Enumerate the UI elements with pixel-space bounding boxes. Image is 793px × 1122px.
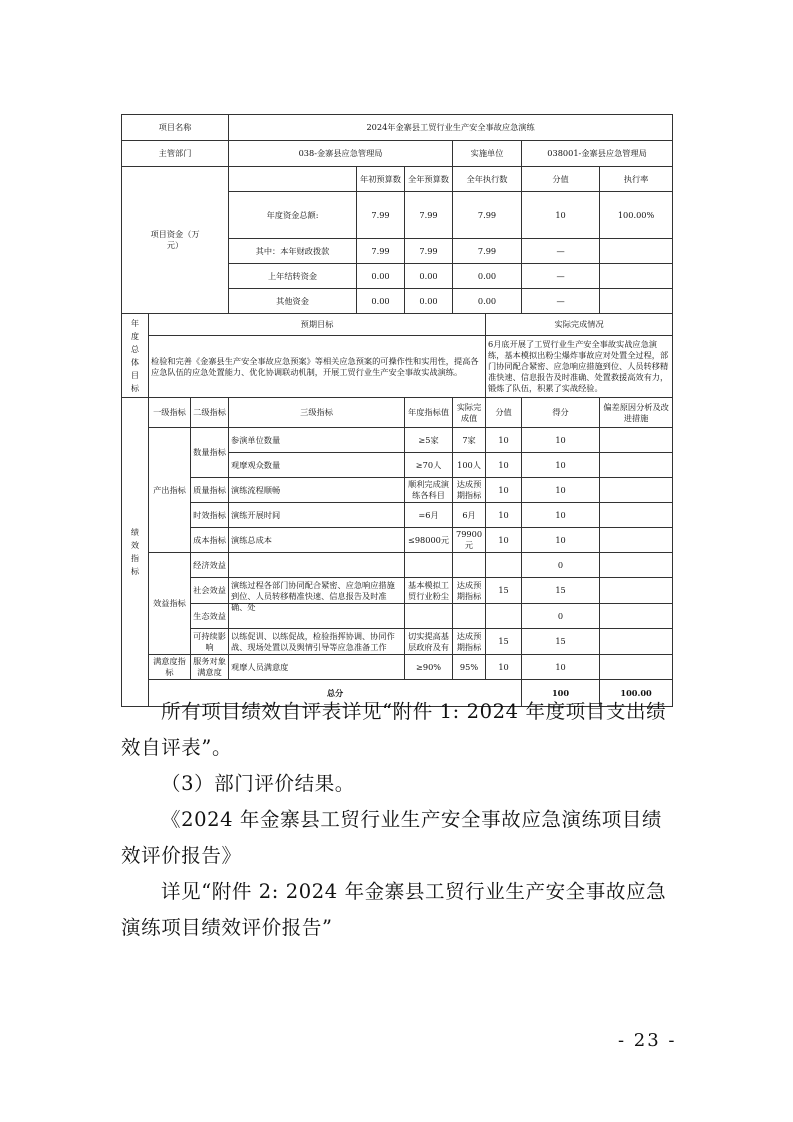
target-cell: =6月	[405, 503, 453, 528]
table-row	[122, 578, 673, 604]
project-name-label: 项目名称	[122, 115, 229, 141]
l3-cell: 观摩观众数量	[229, 453, 405, 478]
fund-cell: —	[522, 289, 600, 314]
fund-cell: 0.00	[405, 264, 453, 289]
perf-label	[122, 398, 149, 707]
total-score: 100	[522, 680, 600, 707]
l3-cell	[229, 629, 405, 655]
fund-label	[122, 167, 229, 314]
l1-benefit: 效益指标	[149, 553, 191, 655]
l2-eco: 生态效益	[191, 604, 229, 629]
actual-text: 6月底开展了工贸行业生产安全事故实战应急演练，基本模拟出粉尘爆炸事故应对处置全过程，部门协同配合紧密、应急响应措施到位、人员转移精准快速、信息报告及时准确、处置救援高效有力，锻炼了队伍，积累了实战经验。	[486, 336, 673, 398]
target-cell	[405, 578, 453, 604]
remark-cell	[600, 553, 673, 578]
target-cell-text: 基本模拟工贸行业粉尘	[408, 579, 449, 601]
target-cell: ≥70人	[405, 453, 453, 478]
project-name-value: 2024年金寨县工贸行业生产安全事故应急演练	[229, 115, 673, 141]
fund-header-3: 全年执行数	[453, 167, 522, 192]
fund-cell: 7.99	[405, 192, 453, 239]
perf-label-text: 绩效指标	[130, 527, 140, 576]
fund-cell: 7.99	[357, 192, 405, 239]
remark-cell	[600, 604, 673, 629]
got-cell: 10	[522, 655, 600, 680]
remark-cell	[600, 503, 673, 528]
table-row	[122, 503, 673, 528]
paragraph-attachment-1: 所有项目绩效自评表详见“附件 1: 2024 年度项目支出绩效自评表”。	[121, 700, 667, 759]
fund-cell: 0.00	[357, 289, 405, 314]
actual-cell: 达成预期指标	[453, 478, 486, 503]
page-number: - 23 -	[618, 1030, 677, 1051]
expected-text: 检验和完善《金寨县生产安全事故应急预案》等相关应急预案的可操作性和实用性，提高各应急队伍的应急处置能力、优化协调联动机制，开展工贸行业生产安全事故实战演练。	[149, 336, 486, 398]
l3-cell	[229, 578, 405, 612]
project-name-row	[122, 115, 673, 141]
score-cell: 15	[486, 629, 522, 655]
table-row	[122, 478, 673, 503]
expected-label: 预期目标	[149, 314, 486, 336]
got-cell: 0	[522, 604, 600, 629]
fund-header-blank	[229, 167, 357, 192]
paragraph-report-title: 《2024 年金寨县工贸行业生产安全事故应急演练项目绩效评价报告》	[121, 808, 663, 867]
actual-cell: 79900元	[453, 528, 486, 553]
remark-cell	[600, 478, 673, 503]
fund-cell: 0.00	[453, 289, 522, 314]
goal-content-row	[122, 336, 673, 398]
remark-cell	[600, 528, 673, 553]
remark-cell	[600, 629, 673, 655]
got-cell: 15	[522, 578, 600, 604]
target-cell: ≤98000元	[405, 528, 453, 553]
l2-time: 时效指标	[191, 503, 229, 528]
l2-economic: 经济效益	[191, 553, 229, 578]
fund-header-2: 全年预算数	[405, 167, 453, 192]
l3-cell: 演练开展时间	[229, 503, 405, 528]
target-cell: ≥90%	[405, 655, 453, 680]
got-cell: 15	[522, 629, 600, 655]
fund-cell: 0.00	[453, 264, 522, 289]
score-cell	[486, 553, 522, 578]
target-cell: 顺利完成演练各科目	[405, 478, 453, 503]
fund-header-1: 年初预算数	[357, 167, 405, 192]
score-cell	[486, 604, 522, 629]
got-cell: 0	[522, 553, 600, 578]
got-cell: 10	[522, 478, 600, 503]
table-row	[122, 428, 673, 453]
actual-cell: 达成预期指标	[453, 629, 486, 655]
score-cell: 10	[486, 528, 522, 553]
l1-satisfaction: 满意度指标	[149, 655, 191, 680]
target-cell-text: 切实提高基层政府及有	[408, 630, 449, 652]
dept-value: 038-金寨县应急管理局	[229, 141, 453, 167]
actual-cell: 达成预期指标	[453, 578, 486, 604]
l2-quantity: 数量指标	[191, 428, 229, 478]
paragraph-attachment-2: 详见“附件 2: 2024 年金寨县工贸行业生产安全事故应急演练项目绩效评价报告”	[121, 880, 667, 939]
score-cell: 10	[486, 655, 522, 680]
fund-row-label: 其他资金	[229, 289, 357, 314]
l2-satisfaction: 服务对象满意度	[191, 655, 229, 680]
impl-label: 实施单位	[453, 141, 522, 167]
perf-header: 偏差原因分析及改进措施	[600, 398, 673, 428]
l1-output: 产出指标	[149, 428, 191, 553]
remark-cell	[600, 428, 673, 453]
goal-label-text: 年度总体目标	[130, 317, 140, 393]
goal-header-row	[122, 314, 673, 336]
got-cell: 10	[522, 428, 600, 453]
perf-header-row	[122, 398, 673, 428]
l2-cost: 成本指标	[191, 528, 229, 553]
score-cell: 10	[486, 478, 522, 503]
goal-label	[122, 314, 149, 398]
fund-cell: 7.99	[453, 239, 522, 264]
l2-social: 社会效益	[191, 578, 229, 604]
fund-header-4: 分值	[522, 167, 600, 192]
actual-cell: 6月	[453, 503, 486, 528]
fund-cell: 7.99	[357, 239, 405, 264]
got-cell: 10	[522, 453, 600, 478]
target-cell	[405, 553, 453, 578]
perf-header: 三级指标	[229, 398, 405, 428]
l3-cell-text: 以练促训、以练促战，检验指挥协调、协同作战、现场处置以及舆情引导等应急准备工作	[231, 630, 395, 652]
l2-sustain: 可持续影响	[191, 629, 229, 655]
actual-cell: 95%	[453, 655, 486, 680]
perf-header: 一级指标	[149, 398, 191, 428]
got-cell: 10	[522, 503, 600, 528]
l3-cell-text: 演练过程各部门协同配合紧密、应急响应措施到位、人员转移精准快速、信息报告及时准确、处	[231, 579, 395, 612]
remark-cell	[600, 578, 673, 604]
table-row	[122, 655, 673, 680]
perf-header: 得分	[522, 398, 600, 428]
l3-cell: 演练总成本	[229, 528, 405, 553]
fund-header-row	[122, 167, 673, 192]
fund-cell: 7.99	[453, 192, 522, 239]
dept-row	[122, 141, 673, 167]
paragraph-dept-evaluation: （3）部门评价结果。	[161, 772, 355, 795]
l3-cell	[229, 553, 405, 578]
fund-cell: 7.99	[405, 239, 453, 264]
score-cell: 10	[486, 503, 522, 528]
actual-label: 实际完成情况	[486, 314, 673, 336]
got-cell: 10	[522, 528, 600, 553]
perf-header: 分值	[486, 398, 522, 428]
fund-row-label: 其中：本年财政拨款	[229, 239, 357, 264]
impl-value: 038001-金寨县应急管理局	[522, 141, 673, 167]
l3-cell: 观摩人员满意度	[229, 655, 405, 680]
fund-label-text: 项目资金（万元）	[150, 229, 200, 250]
target-cell	[405, 629, 453, 655]
fund-cell	[600, 264, 673, 289]
score-cell: 10	[486, 453, 522, 478]
table-row	[122, 629, 673, 655]
l3-cell: 参演单位数量	[229, 428, 405, 453]
target-cell	[405, 604, 453, 629]
table-row	[122, 528, 673, 553]
performance-self-evaluation-table	[121, 114, 672, 707]
actual-cell	[453, 604, 486, 629]
fund-cell: 10	[522, 192, 600, 239]
total-got: 100.00	[600, 680, 673, 707]
remark-cell	[600, 655, 673, 680]
remark-cell	[600, 453, 673, 478]
l3-cell: 演练流程顺畅	[229, 478, 405, 503]
perf-header: 实际完成值	[453, 398, 486, 428]
score-cell: 15	[486, 578, 522, 604]
fund-cell: 0.00	[405, 289, 453, 314]
table-row	[122, 553, 673, 578]
fund-header-5: 执行率	[600, 167, 673, 192]
actual-cell: 100人	[453, 453, 486, 478]
fund-cell: —	[522, 239, 600, 264]
fund-cell: 0.00	[357, 264, 405, 289]
fund-row-label: 上年结转资金	[229, 264, 357, 289]
l2-quality: 质量指标	[191, 478, 229, 503]
perf-header: 年度指标值	[405, 398, 453, 428]
actual-cell	[453, 553, 486, 578]
fund-cell	[600, 289, 673, 314]
fund-cell	[600, 239, 673, 264]
fund-cell: —	[522, 264, 600, 289]
perf-header: 二级指标	[191, 398, 229, 428]
actual-cell: 7家	[453, 428, 486, 453]
target-cell: ≥5家	[405, 428, 453, 453]
dept-label: 主管部门	[122, 141, 229, 167]
score-cell: 10	[486, 428, 522, 453]
fund-row-label: 年度资金总额:	[229, 192, 357, 239]
total-label: 总分	[149, 680, 522, 707]
fund-cell: 100.00%	[600, 192, 673, 239]
table-row	[122, 604, 673, 629]
